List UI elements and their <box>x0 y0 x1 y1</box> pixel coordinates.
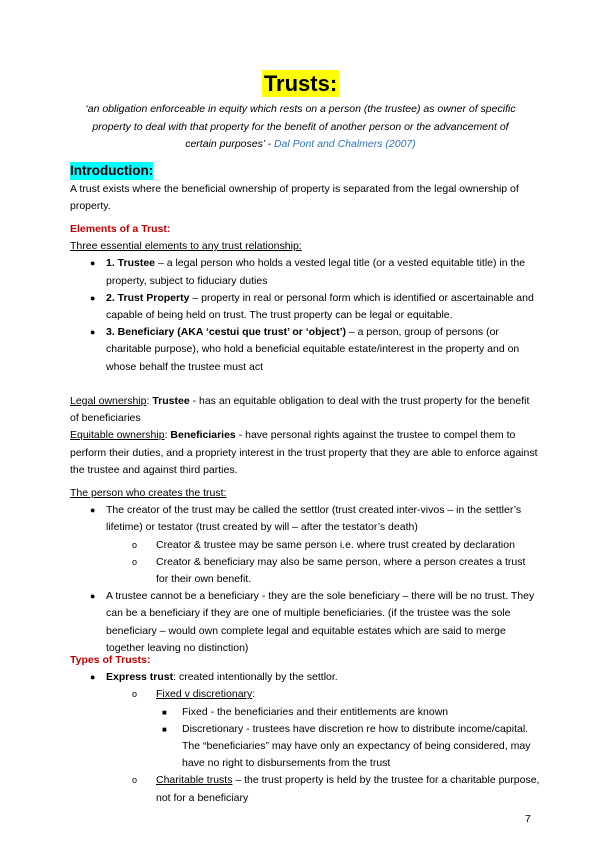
item-text: Creator & trustee may be same person i.e. where trust created by declaration <box>156 538 515 551</box>
list-item <box>70 324 540 376</box>
elements-section <box>70 221 540 376</box>
elements-list <box>70 255 540 375</box>
item-term: 1. Trustee <box>106 257 156 270</box>
circle-bullet-icon: o <box>132 689 138 700</box>
equitable-ownership-term: Beneficiaries <box>170 429 236 442</box>
item-term: Charitable trusts <box>156 774 233 787</box>
creator-list <box>70 502 540 657</box>
list-item <box>70 669 540 686</box>
bullet-icon: ● <box>90 591 96 602</box>
list-item <box>70 704 540 721</box>
list-item <box>70 537 540 554</box>
circle-bullet-icon: o <box>132 775 138 786</box>
introduction-heading: Introduction: <box>70 163 154 178</box>
title-block <box>0 70 601 97</box>
bullet-icon: ● <box>90 672 96 683</box>
legal-ownership-paragraph <box>70 393 540 427</box>
introduction-section <box>70 162 540 216</box>
equitable-ownership-label: Equitable ownership <box>70 429 165 442</box>
legal-ownership-term: Trustee <box>152 395 190 407</box>
legal-ownership-text: - has an equitable obligation to deal with the trust property for the benefit of beneficiaries <box>70 395 530 425</box>
page-title: Trusts: <box>263 71 338 96</box>
item-text: A trustee cannot be a beneficiary - they are the sole beneficiary – there will be no trust. They can be a beneficiary if they are one of multiple beneficiaries. (if the trustee was the sole beneficiary – would own complete legal and equitable estates which are said to merge together leaving no distinction) <box>106 590 535 654</box>
item-term: 2. Trust Property <box>106 291 190 304</box>
colon: : <box>164 429 171 442</box>
list-item <box>70 502 540 536</box>
elements-heading: Elements of a Trust: <box>70 223 171 235</box>
quote-text: ‘an obligation enforceable in equity which rests on a person (the trustee) as owner of specific property to deal with that property for the benefit of another person or the advancement of certain purposes’ - <box>85 103 516 150</box>
item-term: Express trust <box>106 671 174 684</box>
quote-citation: Dal Pont and Chalmers (2007) <box>273 138 416 150</box>
bullet-icon: ● <box>90 292 96 303</box>
item-text: Creator & beneficiary may also be same person, where a person creates a trust for their own benefit. <box>156 555 526 586</box>
list-item <box>70 255 540 289</box>
list-item <box>70 721 540 773</box>
types-section <box>70 652 540 807</box>
item-text: – a legal person who holds a vested legal title (or a vested equitable title) in the property, subject to fiduciary duties <box>106 257 526 287</box>
item-term: Fixed v discretionary <box>156 688 253 701</box>
item-text: – a person, group of persons (or charitable purpose), who hold a beneficial equitable estate/interest in the property and on whose behalf the trustee must act <box>106 326 520 373</box>
bullet-icon: ● <box>90 327 96 338</box>
creator-heading: The person who creates the trust: <box>70 487 227 499</box>
item-term: 3. Beneficiary (AKA ‘cestui que trust’ or ‘object’) <box>106 326 346 339</box>
circle-bullet-icon: o <box>132 556 138 567</box>
item-text: : created intentionally by the settlor. <box>173 671 338 684</box>
square-bullet-icon: ■ <box>162 707 167 717</box>
elements-subheading: Three essential elements to any trust relationship: <box>70 240 302 253</box>
colon: : <box>252 688 256 701</box>
page-number: 7 <box>525 813 531 825</box>
square-bullet-icon: ■ <box>162 724 167 734</box>
bullet-icon: ● <box>90 258 96 269</box>
types-heading: Types of Trusts: <box>70 654 151 666</box>
creator-section <box>70 485 540 657</box>
list-item <box>70 554 540 588</box>
list-item <box>70 686 540 703</box>
list-item <box>70 772 540 806</box>
legal-ownership-label: Legal ownership <box>70 395 147 407</box>
circle-bullet-icon: o <box>132 539 138 550</box>
item-text: Fixed - the beneficiaries and their entitlements are known <box>182 705 449 718</box>
introduction-text: A trust exists where the beneficial ownership of property is separated from the legal ownership of property. <box>70 183 519 213</box>
definition-quote <box>80 101 521 154</box>
list-item <box>70 290 540 324</box>
item-text: Discretionary - trustees have discretion re how to distribute income/capital. The “beneficiaries” may have only an expectancy of being considered, may have no right to disbursements from the trust <box>182 722 531 770</box>
equitable-ownership-paragraph <box>70 427 540 479</box>
list-item <box>70 588 540 657</box>
ownership-section <box>70 393 540 479</box>
item-text: The creator of the trust may be called the settlor (trust created inter-vivos – in the settler’s lifetime) or testator (trust created by will – after the testator’s death) <box>106 504 522 534</box>
bullet-icon: ● <box>90 505 96 516</box>
item-text: – the trust property is held by the trustee for a charitable purpose, not for a beneficiary <box>156 774 540 804</box>
colon: : <box>146 395 153 407</box>
types-list <box>70 669 540 807</box>
item-text: – property in real or personal form which is identified or ascertainable and capable of being held on trust. The trust property can be legal or equitable. <box>106 291 534 322</box>
equitable-ownership-text: - have personal rights against the trustee to compel them to perform their duties, and a propriety interest in the trust property that they are able to enforce against the trustee and against third parties. <box>70 429 538 476</box>
